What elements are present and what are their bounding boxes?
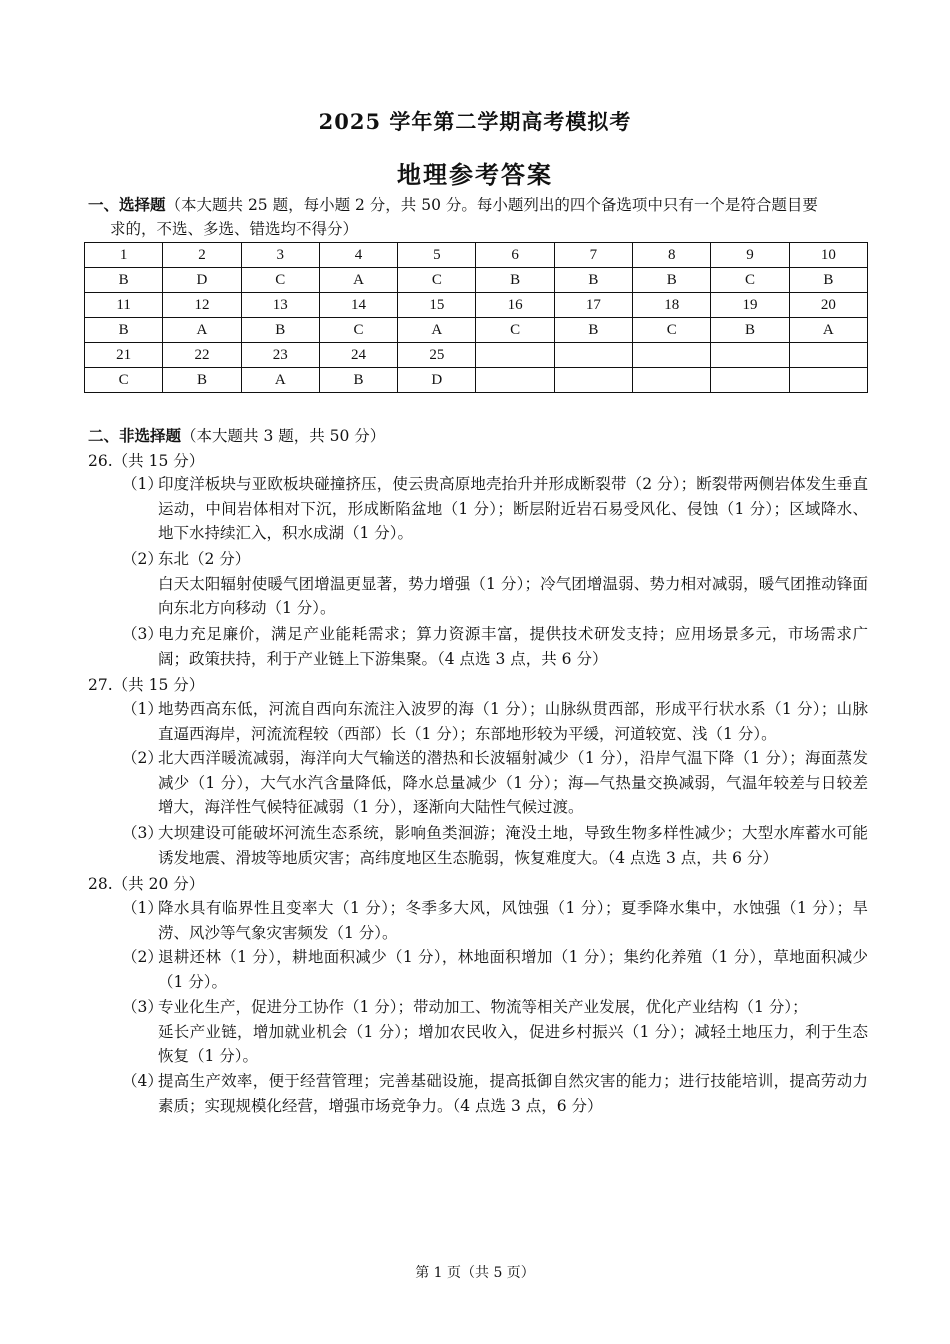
q26-a3-text: 电力充足廉价，满足产业能耗需求；算力资源丰富，提供技术研发支持；应用场景多元，市场需求广阔；政策扶持，利于产业链上下游集聚。（4 点选 3 点，共 6 分） xyxy=(158,625,868,668)
section2-intro xyxy=(88,424,868,448)
table-cell: 5 xyxy=(398,243,476,268)
q26-a1-num: （1） xyxy=(122,475,163,493)
table-cell: B xyxy=(476,268,554,293)
q27-answer-2 xyxy=(122,746,868,820)
table-cell: B xyxy=(554,318,632,343)
table-cell: 3 xyxy=(241,243,319,268)
table-row xyxy=(85,243,868,268)
q27-label: 27.（共 15 分） xyxy=(88,676,205,694)
table-row xyxy=(85,318,868,343)
section1-note-line2: 求的，不选、多选、错选均不得分） xyxy=(110,220,359,238)
section1-note: （本大题共 25 题，每小题 2 分，共 50 分。每小题列出的四个备选项中只有一个是符合题目要 xyxy=(165,196,818,214)
table-cell: 8 xyxy=(633,243,711,268)
table-cell: B xyxy=(85,318,163,343)
page-subtitle: 地理参考答案 xyxy=(397,160,553,189)
table-cell: 20 xyxy=(789,293,867,318)
table-cell: 23 xyxy=(241,343,319,368)
table-cell: 17 xyxy=(554,293,632,318)
table-cell: C xyxy=(711,268,789,293)
table-cell xyxy=(554,343,632,368)
table-cell: 11 xyxy=(85,293,163,318)
q26-answer-3 xyxy=(122,622,868,671)
q27-a1-text: 地势西高东低，河流自西向东流注入波罗的海（1 分）；山脉纵贯西部，形成平行状水系（1 分）；山脉直逼西海岸，河流流程较（西部）长（1 分）；东部地形较为平缓，河道较宽、浅（1 分）。 xyxy=(158,700,868,743)
table-row xyxy=(85,293,868,318)
q27-a2-num: （2） xyxy=(122,749,163,767)
q28-answer-4 xyxy=(122,1069,868,1118)
table-cell xyxy=(476,343,554,368)
q26-a2-text: 白天太阳辐射使暖气团增温更显著，势力增强（1 分）；冷气团增温弱、势力相对减弱，暖气团推动锋面向东北方向移动（1 分）。 xyxy=(158,574,868,618)
q28-a3-line1: 专业化生产，促进分工协作（1 分）；带动加工、物流等相关产业发展，优化产业结构（1 分）； xyxy=(158,998,808,1016)
table-cell: A xyxy=(241,368,319,393)
q26-answer-1 xyxy=(122,472,868,546)
table-cell xyxy=(711,343,789,368)
table-cell: 12 xyxy=(163,293,241,318)
q28-answer-3 xyxy=(122,995,868,1069)
table-cell: B xyxy=(554,268,632,293)
table-cell: D xyxy=(163,268,241,293)
table-cell: 7 xyxy=(554,243,632,268)
table-cell: A xyxy=(163,318,241,343)
q26-a2-num: （2） xyxy=(122,550,163,568)
q28-a3-text: 延长产业链，增加就业机会（1 分）；增加农民收入，促进乡村振兴（1 分）；减轻土地压力，利于生态恢复（1 分）。 xyxy=(158,1022,868,1066)
q28-answer-1 xyxy=(122,896,868,945)
table-row xyxy=(85,368,868,393)
q27-answer-3 xyxy=(122,821,868,870)
table-cell xyxy=(476,368,554,393)
table-cell: B xyxy=(319,368,397,393)
section1-heading: 一、选择题 xyxy=(88,195,166,214)
table-cell: C xyxy=(398,268,476,293)
table-cell: C xyxy=(319,318,397,343)
table-cell: C xyxy=(241,268,319,293)
table-cell: 13 xyxy=(241,293,319,318)
table-cell: B xyxy=(241,318,319,343)
table-cell: B xyxy=(789,268,867,293)
table-cell xyxy=(633,368,711,393)
q27-a3-text: 大坝建设可能破坏河流生态系统，影响鱼类洄游；淹没土地，导致生物多样性减少；大型水库蓄水可能诱发地震、滑坡等地质灾害；高纬度地区生态脆弱，恢复难度大。（4 点选 3 点，共 6 分） xyxy=(158,824,868,867)
q28-a4-text: 提高生产效率，便于经营管理；完善基础设施，提高抵御自然灾害的能力；进行技能培训，提高劳动力素质；实现规模化经营，增强市场竞争力。（4 点选 3 点，6 分） xyxy=(158,1072,868,1115)
table-cell: 21 xyxy=(85,343,163,368)
table-cell: 25 xyxy=(398,343,476,368)
q26-answer-2 xyxy=(122,547,868,621)
section2-heading: 二、非选择题 xyxy=(88,426,182,445)
table-cell: 1 xyxy=(85,243,163,268)
q26-a3-num: （3） xyxy=(122,625,163,643)
table-row xyxy=(85,268,868,293)
table-cell: 18 xyxy=(633,293,711,318)
q27-a3-num: （3） xyxy=(122,824,163,842)
q28-a1-text: 降水具有临界性且变率大（1 分）；冬季多大风，风蚀强（1 分）；夏季降水集中，水蚀强（1 分）；旱涝、风沙等气象灾害频发（1 分）。 xyxy=(158,899,868,942)
section2-note: （本大题共 3 题，共 50 分） xyxy=(181,427,386,445)
table-row xyxy=(85,343,868,368)
page-title: 2025 学年第二学期高考模拟考 xyxy=(318,109,632,134)
table-cell: 10 xyxy=(789,243,867,268)
q26-label: 26.（共 15 分） xyxy=(88,452,205,470)
section1-intro xyxy=(88,193,868,217)
q28-label: 28.（共 20 分） xyxy=(88,875,205,893)
table-cell: C xyxy=(476,318,554,343)
table-cell: 6 xyxy=(476,243,554,268)
table-cell xyxy=(711,368,789,393)
table-cell: B xyxy=(85,268,163,293)
table-cell: 24 xyxy=(319,343,397,368)
table-cell: A xyxy=(789,318,867,343)
q26-a1-text: 印度洋板块与亚欧板块碰撞挤压，使云贵高原地壳抬升并形成断裂带（2 分）；断裂带两侧岩体发生垂直运动，中间岩体相对下沉，形成断陷盆地（1 分）；断层附近岩石易受风化、侵蚀（1 分）；区域降水、地下水持续汇入，积水成湖（1 分）。 xyxy=(158,475,868,543)
q26-a2-head: 东北（2 分） xyxy=(158,550,251,568)
q28-a3-num: （3） xyxy=(122,998,163,1016)
q27-a2-text: 北大西洋暖流减弱，海洋向大气输送的潜热和长波辐射减少（1 分），沿岸气温下降（1 分）；海面蒸发减少（1 分），大气水汽含量降低，降水总量减少（1 分）；海—气热量交换减弱，气温年较差与日较差增大，海洋性气候特征减弱（1 分），逐渐向大陆性气候过渡。 xyxy=(158,749,868,817)
table-cell xyxy=(633,343,711,368)
table-cell: 16 xyxy=(476,293,554,318)
q28-a4-num: （4） xyxy=(122,1072,163,1090)
table-cell: 9 xyxy=(711,243,789,268)
table-cell: 4 xyxy=(319,243,397,268)
q28-answer-2 xyxy=(122,945,868,994)
q28-a2-num: （2） xyxy=(122,948,163,966)
table-cell: B xyxy=(163,368,241,393)
page-footer: 第 1 页（共 5 页） xyxy=(415,1265,535,1281)
table-cell: C xyxy=(633,318,711,343)
table-cell: 14 xyxy=(319,293,397,318)
table-cell: C xyxy=(85,368,163,393)
table-cell: D xyxy=(398,368,476,393)
table-cell: 22 xyxy=(163,343,241,368)
table-cell: 19 xyxy=(711,293,789,318)
table-cell xyxy=(789,368,867,393)
q27-answer-1 xyxy=(122,697,868,746)
table-cell: B xyxy=(633,268,711,293)
table-cell: A xyxy=(398,318,476,343)
table-cell: A xyxy=(319,268,397,293)
table-cell: 15 xyxy=(398,293,476,318)
q28-a2-text: 退耕还林（1 分），耕地面积减少（1 分），林地面积增加（1 分）；集约化养殖（1 分），草地面积减少（1 分）。 xyxy=(158,948,868,991)
table-cell: 2 xyxy=(163,243,241,268)
table-cell xyxy=(789,343,867,368)
q28-a1-num: （1） xyxy=(122,899,163,917)
q27-a1-num: （1） xyxy=(122,700,163,718)
table-cell: B xyxy=(711,318,789,343)
answer-table xyxy=(84,242,868,393)
table-cell xyxy=(554,368,632,393)
